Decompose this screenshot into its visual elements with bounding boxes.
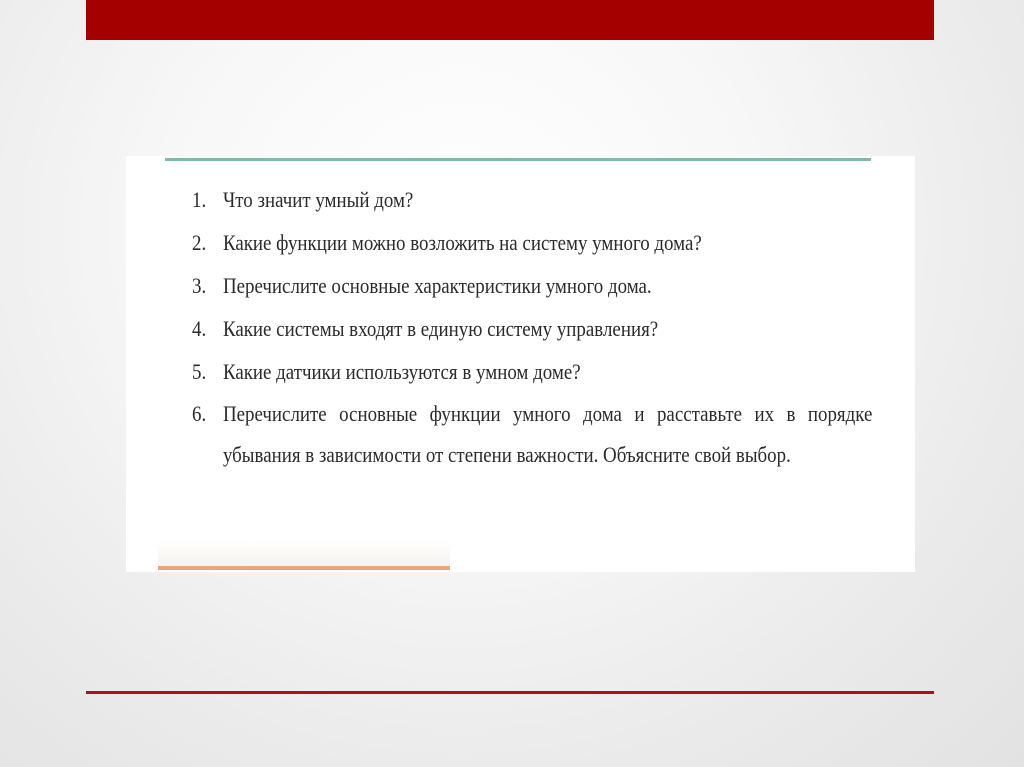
panel-bottom-fade (158, 540, 450, 566)
list-item (192, 221, 872, 264)
question-text: Что значит умный дом? (222, 187, 414, 212)
question-number: 5. (192, 359, 207, 384)
question-number: 2. (192, 230, 207, 255)
list-item (192, 178, 872, 221)
bottom-accent-rule (86, 691, 934, 694)
panel-bottom-rule (158, 566, 450, 570)
list-item (192, 264, 872, 307)
top-accent-bar (86, 0, 934, 40)
list-item (192, 393, 872, 475)
question-text: Перечислите основные характеристики умного дома. (222, 273, 652, 298)
question-number: 1. (192, 187, 207, 212)
list-item (192, 350, 872, 393)
question-number: 6. (192, 401, 207, 426)
question-number: 3. (192, 273, 207, 298)
list-item (192, 307, 872, 350)
question-text: Какие системы входят в единую систему управления? (222, 316, 659, 341)
question-text: Какие функции можно возложить на систему умного дома? (222, 230, 702, 255)
questions-panel (126, 156, 915, 572)
question-number: 4. (192, 316, 207, 341)
question-text: Перечислите основные функции умного дома и расставьте их в порядке убывания в зависимости от степени важности. Объясните свой выбор. (222, 401, 873, 467)
question-list (192, 178, 874, 475)
question-text: Какие датчики используются в умном доме? (222, 359, 581, 384)
panel-top-rule (165, 158, 871, 161)
